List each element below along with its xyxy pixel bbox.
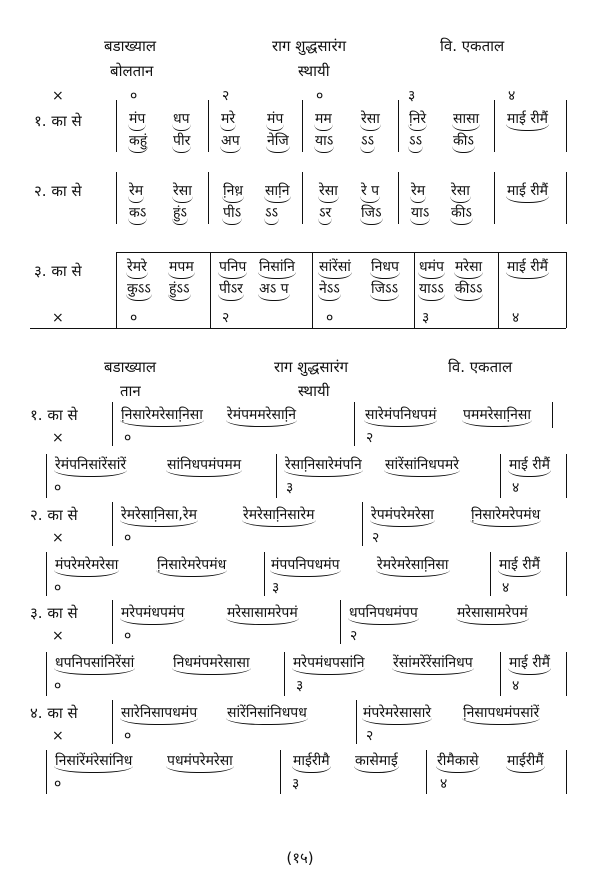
rule [30, 328, 566, 329]
taan-group: माईरीमै [292, 752, 331, 773]
taan-group: नि़सारेमरेपमंध [470, 506, 541, 527]
swar-group: माई रीमैं [506, 182, 549, 203]
barline [340, 600, 341, 644]
bol-group: कीऽ [450, 204, 473, 225]
swar-group: रेमरे [126, 258, 148, 279]
taal-mark: × [52, 310, 64, 326]
taan-group: मरेपमंधपसांनि [292, 654, 365, 675]
taan-group: रीमैकासे [436, 752, 480, 773]
bol-group: कीऽ [452, 132, 475, 153]
barline [566, 652, 567, 696]
barline [302, 172, 303, 224]
taan-group: मंपरेमरेमरेसा [54, 556, 119, 577]
bol-group: पीर [172, 132, 191, 153]
barline [116, 172, 117, 224]
taan-group: निधमंपमरेसासा [172, 654, 251, 675]
barline [116, 252, 117, 328]
taan-group: कासेमाई [354, 752, 399, 773]
swar-group: मंप [266, 110, 284, 131]
page-number: (१५) [286, 849, 314, 867]
taal-mark: ० [124, 430, 132, 446]
taan-group: माई रीमैं [508, 654, 551, 675]
taal-mark: ३ [272, 580, 280, 596]
barline [356, 700, 357, 744]
taan-group: रेमरेसानि़सारेम [242, 506, 316, 527]
barline [210, 252, 211, 328]
subheader-sthayi: स्थायी [298, 382, 330, 400]
taal-mark: × [52, 88, 64, 104]
barline [362, 502, 363, 546]
taan-group: रेमंपनिसांरेंसांरें [54, 456, 127, 477]
taan-group: रेपमंपरेमरेसा [370, 506, 435, 527]
barline [112, 700, 113, 744]
taan-group: सारेमंपनिधपमं [364, 406, 437, 427]
barline [566, 454, 567, 498]
taan-group: सांरेंनिसांनिधपध [226, 704, 308, 725]
barline [46, 750, 47, 794]
taal-mark: ४ [512, 480, 520, 496]
bol-group: हुंऽ [172, 204, 188, 225]
row-label: ३. का से [34, 262, 82, 280]
taan-group: रेंसांमरेंरेंसांनिधप [392, 654, 474, 675]
swar-group: मंप [128, 110, 146, 131]
swar-group: सानि़ [264, 182, 291, 203]
swar-group: धप [172, 110, 191, 131]
bol-group: ऽर [318, 204, 332, 225]
swar-group: माई रीमैं [506, 110, 549, 131]
header-bada-khyal: बडाख्याल [104, 37, 157, 55]
swar-group: नि़रे [408, 110, 427, 131]
bol-group: हुंऽऽ [168, 280, 191, 301]
bol-group: जिऽऽ [370, 280, 399, 301]
header-bada-khyal: बडाख्याल [104, 358, 157, 376]
swar-group: मम [314, 110, 333, 131]
taan-group: नि़सारेमरेपमंध [156, 556, 227, 577]
taal-mark: ० [124, 628, 132, 644]
taal-mark: २ [350, 628, 358, 644]
barline [566, 252, 567, 328]
barline [112, 600, 113, 644]
barline [46, 652, 47, 696]
swar-group: सासा [452, 110, 480, 131]
taan-group: सारेनिसापधमंप [120, 704, 198, 725]
barline [354, 402, 355, 446]
taan-group: सांरेंसांनिधपमरे [384, 456, 460, 477]
taal-mark: २ [222, 310, 230, 326]
swar-group: रेसा [450, 182, 471, 203]
swar-group: रे प [360, 182, 380, 203]
bol-group: कहुं [128, 132, 148, 153]
bol-group: याऽ [314, 132, 334, 153]
barline [426, 750, 427, 794]
bol-group: कीऽऽ [454, 280, 483, 301]
bol-group: पीऽ [222, 204, 242, 225]
swar-group: माई रीमैं [506, 258, 549, 279]
barline [500, 454, 501, 498]
row-label: ३. का से [30, 604, 78, 622]
swar-group: नि़ध़ [222, 182, 244, 203]
taan-group: मंपरेमरेसासारे [362, 704, 432, 725]
row-label: १. का से [34, 112, 82, 130]
bol-group: कुऽऽ [126, 280, 152, 301]
swar-group: धमंप [418, 258, 445, 279]
barline [414, 252, 415, 328]
taal-mark: ३ [296, 678, 304, 694]
taan-group: निसांरेंमंरेसांनिध [54, 752, 133, 773]
taan-group: धपनिपधमंपप [348, 604, 419, 625]
taal-mark: ३ [422, 310, 430, 326]
taan-group: सांनिधपमंपमम [166, 456, 242, 477]
swar-group: निसांनि [258, 258, 296, 279]
taal-mark: ० [54, 480, 62, 496]
subheader-taan: तान [120, 382, 141, 400]
barline [46, 454, 47, 498]
taal-mark: ० [130, 310, 138, 326]
barline [490, 552, 491, 596]
bol-group: पीऽर [218, 280, 244, 301]
swar-group: रेम [410, 182, 426, 203]
barline [276, 454, 277, 498]
taal-mark: ४ [440, 776, 448, 792]
header-raag: राग शुद्धसारंग [274, 358, 349, 376]
taal-mark: ० [54, 776, 62, 792]
taan-group: मंपपनिपधमंप [270, 556, 341, 577]
taan-group: रेमरेसानि़सा,रेम [120, 506, 198, 527]
barline [46, 552, 47, 596]
taan-group: मरेपमंधपमंप [120, 604, 185, 625]
barline [566, 552, 567, 596]
taal-mark: २ [372, 530, 380, 546]
taal-mark: ३ [408, 88, 416, 104]
barline [280, 750, 281, 794]
taan-group: रेमरेमरेसानि़सा [376, 556, 450, 577]
row-label: २. का से [30, 506, 78, 524]
bol-group: ऽऽ [360, 132, 375, 153]
taan-group: माई रीमैं [498, 556, 541, 577]
subheader-sthayi: स्थायी [298, 62, 330, 80]
bol-group: याऽऽ [418, 280, 445, 301]
taal-mark: ० [124, 728, 132, 744]
swar-group: मरेसा [454, 258, 483, 279]
barline [302, 100, 303, 152]
swar-group: रेसा [172, 182, 193, 203]
taal-mark: ० [54, 678, 62, 694]
taan-group: रेमंपममरेसानि़ [226, 406, 297, 427]
subheader-boltaan: बोलतान [110, 62, 154, 80]
barline [566, 100, 567, 152]
barline [498, 252, 499, 328]
taal-mark: ४ [508, 88, 516, 104]
barline [566, 750, 567, 794]
barline [398, 100, 399, 152]
barline [494, 172, 495, 224]
taal-mark: ० [124, 530, 132, 546]
barline [552, 402, 553, 428]
taal-mark: × [52, 728, 64, 744]
bol-group: याऽ [410, 204, 430, 225]
taan-group: धपनिपसांनिरेंसां [54, 654, 135, 675]
header-taal: वि. एकताल [440, 37, 505, 55]
taal-mark: ० [316, 88, 324, 104]
row-label: १. का से [30, 406, 78, 424]
swar-group: रेसा [360, 110, 381, 131]
taan-group: मरेसासामरेपमं [456, 604, 529, 625]
taal-mark: २ [366, 430, 374, 446]
taan-group: नि़सापधमंपसांरें [462, 704, 540, 725]
row-label: ४. का से [30, 704, 78, 722]
bol-group: नेऽऽ [318, 280, 341, 301]
bol-group: नेजि [266, 132, 290, 153]
barline [112, 502, 113, 546]
taan-group: नि़सारेमरेसानि़सा [120, 406, 204, 427]
taal-mark: २ [222, 88, 230, 104]
taal-mark: × [52, 430, 64, 446]
taan-group: मरेसासामरेपमं [226, 604, 299, 625]
swar-group: निधप [370, 258, 400, 279]
taan-group: पममरेसानि़सा [462, 406, 532, 427]
taal-mark: × [52, 530, 64, 546]
taal-mark: २ [366, 728, 374, 744]
bol-group: जिऽ [360, 204, 383, 225]
swar-group: सांरेंसां [318, 258, 352, 279]
swar-group: मपम [168, 258, 195, 279]
taan-group: रेसानि़सारेमंपनि [284, 456, 363, 477]
barline [312, 252, 313, 328]
header-raag: राग शुद्धसारंग [272, 37, 347, 55]
barline [494, 100, 495, 152]
taal-mark: ० [54, 580, 62, 596]
bol-group: कऽ [128, 204, 147, 225]
barline [208, 172, 209, 224]
swar-group: मरे [220, 110, 236, 131]
swar-group: रेसा [318, 182, 339, 203]
barline [566, 172, 567, 224]
taal-mark: ० [130, 88, 138, 104]
taal-mark: ४ [512, 678, 520, 694]
barline [112, 402, 113, 446]
bol-group: ऽऽ [264, 204, 279, 225]
swar-group: रेम [128, 182, 144, 203]
barline [208, 100, 209, 152]
bol-group: अऽ प [258, 280, 290, 301]
taal-mark: ० [326, 310, 334, 326]
swar-group: पनिप [218, 258, 247, 279]
taan-group: माई रीमैं [508, 456, 551, 477]
bol-group: ऽऽ [408, 132, 423, 153]
bol-group: अप [220, 132, 241, 153]
barline [116, 100, 117, 152]
barline [264, 552, 265, 596]
row-label: २. का से [34, 182, 82, 200]
barline [284, 652, 285, 696]
barline [398, 172, 399, 224]
taan-group: पधमंपरेमरेसा [166, 752, 234, 773]
taal-mark: × [52, 628, 64, 644]
header-taal: वि. एकताल [448, 358, 513, 376]
taal-mark: ३ [292, 776, 300, 792]
taal-mark: ३ [286, 480, 294, 496]
barline [500, 652, 501, 696]
taan-group: माईरीमैं [506, 752, 545, 773]
taal-mark: ४ [502, 580, 510, 596]
taal-mark: ४ [512, 310, 520, 326]
